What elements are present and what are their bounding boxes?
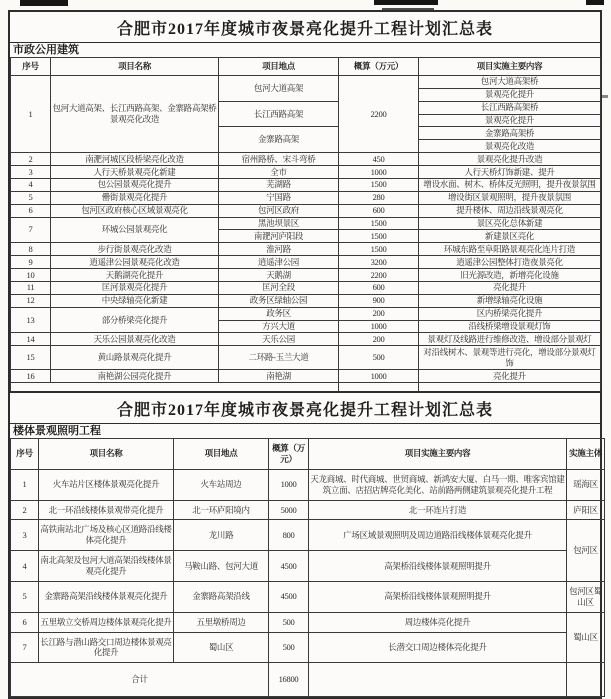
column-header: 概算（万元） — [339, 58, 419, 76]
table-cell: 南艳湖公园亮化提升 — [51, 370, 219, 383]
column-header: 概算（万元） — [269, 439, 309, 470]
table-cell: 旧光源改造，新增亮化设施 — [419, 269, 601, 282]
table-row — [11, 612, 605, 632]
section-label-building: 楼体景观照明工程 — [13, 425, 101, 437]
table-cell: 马鞍山路、包河大道 — [174, 551, 269, 582]
table-cell: 部分桥梁亮化提升 — [51, 307, 219, 333]
header-row — [11, 439, 605, 470]
column-header: 项目名称 — [39, 439, 174, 470]
table-cell: 北一环庐阳境内 — [174, 500, 269, 520]
table-cell: 广场区域景观照明及周边道路沿线楼体景观亮化提升 — [309, 520, 567, 551]
column-header: 序号 — [11, 58, 51, 76]
table-cell: 4 — [11, 178, 51, 191]
table-cell: 包河大道高架桥 — [419, 75, 601, 88]
table-row — [11, 75, 601, 88]
municipal-table-block — [8, 10, 602, 419]
table-cell: 天鹅湖 — [219, 269, 339, 282]
table-cell: 蜀山区 — [174, 632, 269, 663]
building-summary-table — [10, 438, 605, 697]
table-cell: 逍遥津公园景观亮化改造 — [51, 256, 219, 269]
table-row — [11, 204, 601, 217]
table-cell: 1000 — [339, 370, 419, 383]
table-cell: 天乐公园 — [219, 333, 339, 346]
table-cell: 6 — [11, 612, 39, 632]
table-cell: 景观亮化提升 — [419, 88, 601, 101]
table-cell: 合计 — [11, 663, 269, 697]
table-cell: 景观亮化提升改造 — [419, 153, 601, 166]
table-cell: 1500 — [339, 230, 419, 243]
table-row — [11, 500, 605, 520]
table-cell: 4 — [11, 551, 39, 582]
table-cell: 9 — [11, 256, 51, 269]
table-cell: 芜湖路 — [219, 178, 339, 191]
table-cell: 匡河全段 — [219, 281, 339, 294]
table-cell: 北一环沿线楼体景观带亮化提升 — [39, 500, 174, 520]
table-row — [11, 281, 601, 294]
table-cell: 沿线桥梁增设景观灯饰 — [419, 320, 601, 333]
table-cell: 14 — [11, 333, 51, 346]
table-cell: 4500 — [269, 551, 309, 582]
table-row — [11, 581, 605, 612]
table-cell: 黄山路景观亮化提升 — [51, 346, 219, 370]
table-cell: 南淝河庐阳段 — [219, 230, 339, 243]
table-cell: 中央绿轴亮化新建 — [51, 294, 219, 307]
table-cell: 200 — [339, 307, 419, 320]
table-cell: 南淝河城区段桥梁亮化改造 — [51, 153, 219, 166]
table-cell: 包河大道高架 — [219, 75, 339, 101]
column-header: 实施主体 — [567, 439, 605, 470]
document-title: 合肥市2017年度城市夜景亮化提升工程计划汇总表 — [10, 12, 600, 43]
table-cell: 庐阳区 — [567, 500, 605, 520]
table-cell: 1 — [11, 75, 51, 152]
table-row — [11, 307, 601, 320]
table-cell: 7 — [11, 217, 51, 243]
scan-artifact — [586, 0, 604, 5]
table-cell: 匡河景观亮化提升 — [51, 281, 219, 294]
table-cell: 北一环连片打造 — [309, 500, 567, 520]
column-header: 序号 — [11, 439, 39, 470]
table-row — [11, 191, 601, 204]
table-row — [11, 256, 601, 269]
table-cell: 16 — [11, 370, 51, 383]
table-cell: 10 — [11, 269, 51, 282]
table-cell: 5 — [11, 191, 51, 204]
table-cell: 2 — [11, 500, 39, 520]
table-cell: 2200 — [339, 269, 419, 282]
table-cell: 500 — [269, 612, 309, 632]
table-cell: 包河大道高架、长江西路高架、金寨路高架桥景观亮化改造 — [51, 75, 219, 152]
table-row — [11, 217, 601, 230]
table-cell: 五里墩桥周边 — [174, 612, 269, 632]
table-cell: 1500 — [339, 243, 419, 256]
table-cell — [567, 663, 605, 697]
table-cell: 环城东路至阜阳路景观亮化连片打造 — [419, 243, 601, 256]
table-cell: 高架桥沿线楼体景观照明提升 — [309, 551, 567, 582]
table-cell: 政务区 — [219, 307, 339, 320]
table-cell: 11 — [11, 281, 51, 294]
table-cell: 景区亮化总体新建 — [419, 217, 601, 230]
scan-artifact — [374, 0, 438, 5]
table-cell: 金寨路高架 — [219, 127, 339, 153]
table-cell: 景观亮化改造 — [419, 140, 601, 153]
table-cell: 新建景区亮化 — [419, 230, 601, 243]
table-cell: 1000 — [269, 469, 309, 500]
table-cell: 13 — [11, 307, 51, 333]
table-cell: 包河区政府核心区域景观亮化 — [51, 204, 219, 217]
table-cell: 600 — [339, 281, 419, 294]
table-cell: 环城公园景观亮化 — [51, 217, 219, 243]
table-cell: 6 — [11, 204, 51, 217]
table-cell: 3 — [11, 166, 51, 179]
table-cell: 黑池坝景区 — [219, 217, 339, 230]
table-cell: 2 — [11, 153, 51, 166]
table-cell: 280 — [339, 191, 419, 204]
table-cell: 周边楼体亮化提升 — [309, 612, 567, 632]
table-cell: 火车站周边 — [174, 469, 269, 500]
table-cell: 高架桥沿线楼体景观照明提升 — [309, 581, 567, 612]
table-cell: 包公园景观亮化提升 — [51, 178, 219, 191]
table-cell: 二环路-玉兰大道 — [219, 346, 339, 370]
table-cell: 1000 — [339, 320, 419, 333]
table-cell: 对沿线树木、景观等进行亮化，增设部分景观灯饰 — [419, 346, 601, 370]
table-cell: 提升楼体、周边沿线景观亮化 — [419, 204, 601, 217]
table-cell: 包河区政府 — [219, 204, 339, 217]
table-cell — [309, 663, 567, 697]
table-row — [11, 632, 605, 663]
table-cell: 方兴大道 — [219, 320, 339, 333]
table-cell: 步行街景观亮化改造 — [51, 243, 219, 256]
column-header: 项目地点 — [174, 439, 269, 470]
table-cell: 瑶海区 — [567, 469, 605, 500]
document-title: 合肥市2017年度城市夜景亮化提升工程计划汇总表 — [10, 393, 600, 424]
table-row — [11, 663, 605, 697]
table-cell: 1500 — [339, 217, 419, 230]
table-cell: 15 — [11, 346, 51, 370]
header-row — [11, 58, 601, 76]
table-cell: 金寨路高架桥 — [419, 127, 601, 140]
table-cell: 南艳湖 — [219, 370, 339, 383]
table-cell: 800 — [269, 520, 309, 551]
table-cell: 亮化提升 — [419, 370, 601, 383]
table-cell: 逍遥津公园 — [219, 256, 339, 269]
table-cell: 新增绿轴亮化设施 — [419, 294, 601, 307]
table-cell: 高铁南站北广场及核心区道路沿线楼体亮化提升 — [39, 520, 174, 551]
table-cell: 长江路与潜山路交口周边楼体景观亮化提升 — [39, 632, 174, 663]
table-cell: 罍街景观亮化提升 — [51, 191, 219, 204]
table-cell: 金寨路高架沿线 — [174, 581, 269, 612]
table-cell: 2200 — [339, 75, 419, 152]
table-cell: 逍遥津公园整体打造夜景亮化 — [419, 256, 601, 269]
scan-artifact — [20, 0, 68, 6]
table-cell: 包河区蜀山区 — [567, 581, 605, 612]
table-row — [11, 469, 605, 500]
table-cell: 600 — [339, 204, 419, 217]
table-cell: 宁国路 — [219, 191, 339, 204]
table-cell: 南北高架及包河大道高架沿线楼体景观亮化提升 — [39, 551, 174, 582]
column-header: 项目地点 — [219, 58, 339, 76]
table-cell: 1000 — [339, 166, 419, 179]
table-row — [11, 243, 601, 256]
table-cell: 1500 — [339, 178, 419, 191]
table-cell: 政务区绿轴公园 — [219, 294, 339, 307]
table-cell: 长江西路高架桥 — [419, 101, 601, 114]
table-cell: 增设街区景观照明，提升夜景氛围 — [419, 191, 601, 204]
table-cell: 4500 — [269, 581, 309, 612]
table-cell: 天鹅湖亮化提升 — [51, 269, 219, 282]
table-cell: 人行天桥景观亮化新建 — [51, 166, 219, 179]
table-cell: 淮河路 — [219, 243, 339, 256]
table-cell: 宿州路桥、宋斗弯桥 — [219, 153, 339, 166]
table-cell: 3 — [11, 520, 39, 551]
table-row — [11, 370, 601, 383]
table-cell: 5000 — [269, 500, 309, 520]
table-cell: 火车站片区楼体景观亮化提升 — [39, 469, 174, 500]
table-cell: 长江西路高架 — [219, 101, 339, 127]
table-cell: 12 — [11, 294, 51, 307]
table-cell: 长潜交口周边楼体亮化提升 — [309, 632, 567, 663]
table-cell: 900 — [339, 294, 419, 307]
column-header: 项目名称 — [51, 58, 219, 76]
table-row — [11, 333, 601, 346]
table-cell: 5 — [11, 581, 39, 612]
table-cell: 3200 — [339, 256, 419, 269]
table-cell: 500 — [339, 346, 419, 370]
table-cell: 区内桥梁亮化提升 — [419, 307, 601, 320]
table-cell: 景观亮化提升 — [419, 114, 601, 127]
table-row — [11, 178, 601, 191]
column-header: 项目实施主要内容 — [419, 58, 601, 76]
table-cell: 人行天桥灯饰新建、提升 — [419, 166, 601, 179]
table-row — [11, 269, 601, 282]
table-cell: 天乐公园景观亮化改造 — [51, 333, 219, 346]
table-cell: 增设水面、树木、桥体反光照明，提升夜景氛围 — [419, 178, 601, 191]
table-row — [11, 153, 601, 166]
table-cell: 450 — [339, 153, 419, 166]
table-cell: 五里墩立交桥周边楼体景观亮化提升 — [39, 612, 174, 632]
table-cell: 景观灯及线路进行维修改造、增设部分景观灯 — [419, 333, 601, 346]
table-cell: 200 — [339, 333, 419, 346]
building-table-block — [8, 391, 602, 699]
column-header: 项目实施主要内容 — [309, 439, 567, 470]
table-row — [11, 166, 601, 179]
table-cell: 天龙商城、时代商城、世贸商城、新鸿安大厦、白马一期、唯客宾馆建筑立面、店招店牌亮化美化、站前路两侧建筑景观亮化提升工程 — [309, 469, 567, 500]
table-row — [11, 346, 601, 370]
municipal-summary-table — [10, 57, 601, 417]
table-cell: 500 — [269, 632, 309, 663]
table-cell: 1 — [11, 469, 39, 500]
table-row — [11, 551, 605, 582]
table-cell: 包河区 — [567, 520, 605, 582]
table-row — [11, 294, 601, 307]
table-cell: 蜀山区 — [567, 612, 605, 663]
table-cell: 7 — [11, 632, 39, 663]
table-cell: 龙川路 — [174, 520, 269, 551]
table-cell: 金寨路高架沿线楼体景观亮化提升 — [39, 581, 174, 612]
table-row — [11, 520, 605, 551]
table-cell: 全市 — [219, 166, 339, 179]
table-cell: 8 — [11, 243, 51, 256]
table-cell: 16800 — [269, 663, 309, 697]
section-label-municipal: 市政公用建筑 — [13, 44, 79, 56]
table-cell: 亮化提升 — [419, 281, 601, 294]
